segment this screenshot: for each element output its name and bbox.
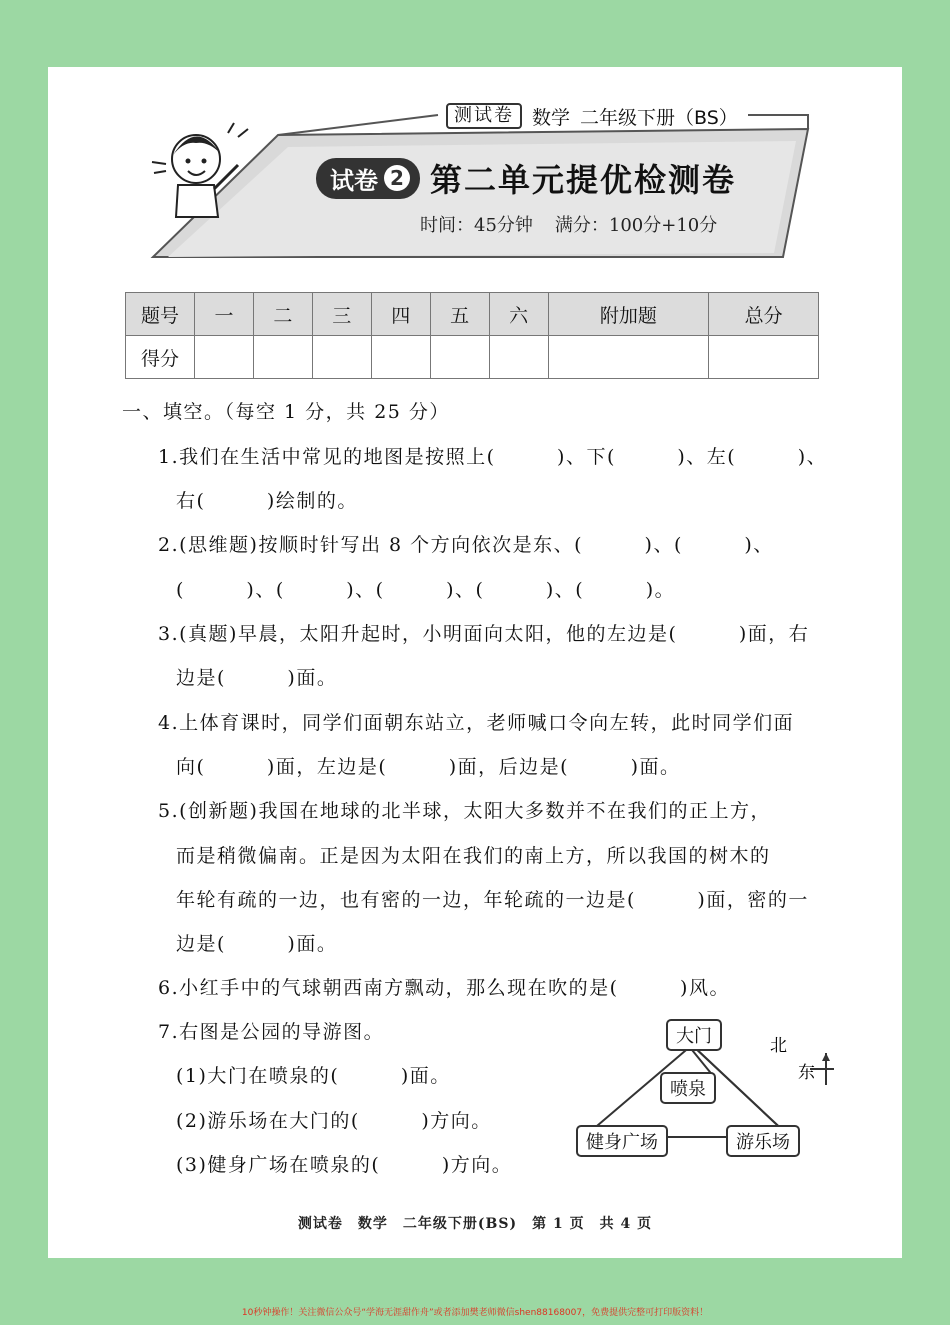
score-header-cell: 题号	[126, 293, 195, 336]
exam-title: 第二单元提优检测卷	[430, 161, 737, 199]
question-3-line-2: 边是( )面。	[176, 667, 338, 689]
score-header-cell: 二	[253, 293, 312, 336]
score-header-cell: 三	[312, 293, 371, 336]
score-header-cell: 四	[371, 293, 430, 336]
map-fountain-label: 喷泉	[660, 1072, 716, 1104]
score-table	[125, 292, 819, 379]
map-gate-label: 大门	[666, 1019, 722, 1051]
score-cell[interactable]	[312, 336, 371, 379]
question-1-line-1: 1.我们在生活中常见的地图是按照上( )、下( )、左( )、	[158, 446, 828, 468]
exam-time: 时间：45分钟	[420, 215, 533, 236]
subject-label: 数学	[532, 106, 571, 129]
score-header-cell: 五	[430, 293, 489, 336]
exam-number-badge	[316, 158, 420, 199]
score-cell[interactable]	[195, 336, 254, 379]
question-5-line-3: 年轮有疏的一边，也有密的一边，年轮疏的一边是( )面，密的一	[176, 889, 809, 911]
page-footer: 测试卷 数学 二年级下册(BS) 第 1 页 共 4 页	[297, 1216, 653, 1232]
map-north-label: 北	[770, 1036, 787, 1056]
score-header-cell: 六	[489, 293, 548, 336]
question-7-part-2: (2)游乐场在大门的( )方向。	[176, 1110, 492, 1132]
section-title: 一、填空。（每空 1 分，共 25 分）	[122, 401, 450, 423]
score-cell[interactable]	[430, 336, 489, 379]
bottom-promo-note: 10秒钟操作！关注微信公众号“学海无涯甜作舟”或者添加樊老师微信shen88168007，免费提供完整可打印版资料！	[241, 1308, 709, 1318]
score-header-cell: 附加题	[548, 293, 709, 336]
question-7: 7.右图是公园的导游图。	[158, 1021, 385, 1043]
question-7-part-3: (3)健身广场在喷泉的( )方向。	[176, 1154, 513, 1176]
exam-number: 2	[384, 165, 410, 191]
question-2-line-1: 2.(思维题)按顺时针写出 8 个方向依次是东、( )、( )、	[158, 534, 774, 556]
series-header	[446, 103, 786, 129]
exam-title-row	[316, 155, 736, 201]
question-4-line-1: 4.上体育课时，同学们面朝东站立，老师喊口令向左转，此时同学们面	[158, 712, 795, 734]
exam-full-score: 满分：100分+10分	[554, 215, 718, 236]
score-cell[interactable]	[548, 336, 709, 379]
question-5-line-1: 5.(创新题)我国在地球的北半球，太阳大多数并不在我们的正上方，	[158, 800, 771, 822]
question-3-line-1: 3.(真题)早晨，太阳升起时，小明面向太阳，他的左边是( )面，右	[158, 623, 810, 645]
exam-tag: 试卷	[330, 166, 378, 195]
score-cell[interactable]	[371, 336, 430, 379]
map-east-label: 东	[798, 1063, 815, 1083]
question-5-line-4: 边是( )面。	[176, 933, 338, 955]
question-5-line-2: 而是稍微偏南。正是因为太阳在我们的南上方，所以我国的树木的	[176, 845, 771, 867]
map-fitness-label: 健身广场	[576, 1125, 668, 1157]
question-4-line-2: 向( )面，左边是( )面，后边是( )面。	[176, 756, 681, 778]
exam-meta	[420, 211, 717, 237]
score-cell[interactable]	[709, 336, 819, 379]
score-row-label: 得分	[126, 336, 195, 379]
question-6: 6.小红手中的气球朝西南方飘动，那么现在吹的是( )风。	[158, 977, 730, 999]
map-playground-label: 游乐场	[726, 1125, 800, 1157]
score-header-cell: 总分	[709, 293, 819, 336]
exam-page	[48, 67, 902, 1258]
question-7-part-1: (1)大门在喷泉的( )面。	[176, 1065, 451, 1087]
score-cell[interactable]	[489, 336, 548, 379]
score-table-header-row	[126, 293, 819, 336]
series-badge: 测试卷	[446, 103, 522, 129]
score-header-cell: 一	[195, 293, 254, 336]
question-1-line-2: 右( )绘制的。	[176, 490, 358, 512]
grade-label: 二年级下册（BS）	[580, 106, 738, 129]
score-table-score-row	[126, 336, 819, 379]
score-cell[interactable]	[253, 336, 312, 379]
question-2-line-2: ( )、( )、( )、( )、( )。	[176, 579, 676, 601]
